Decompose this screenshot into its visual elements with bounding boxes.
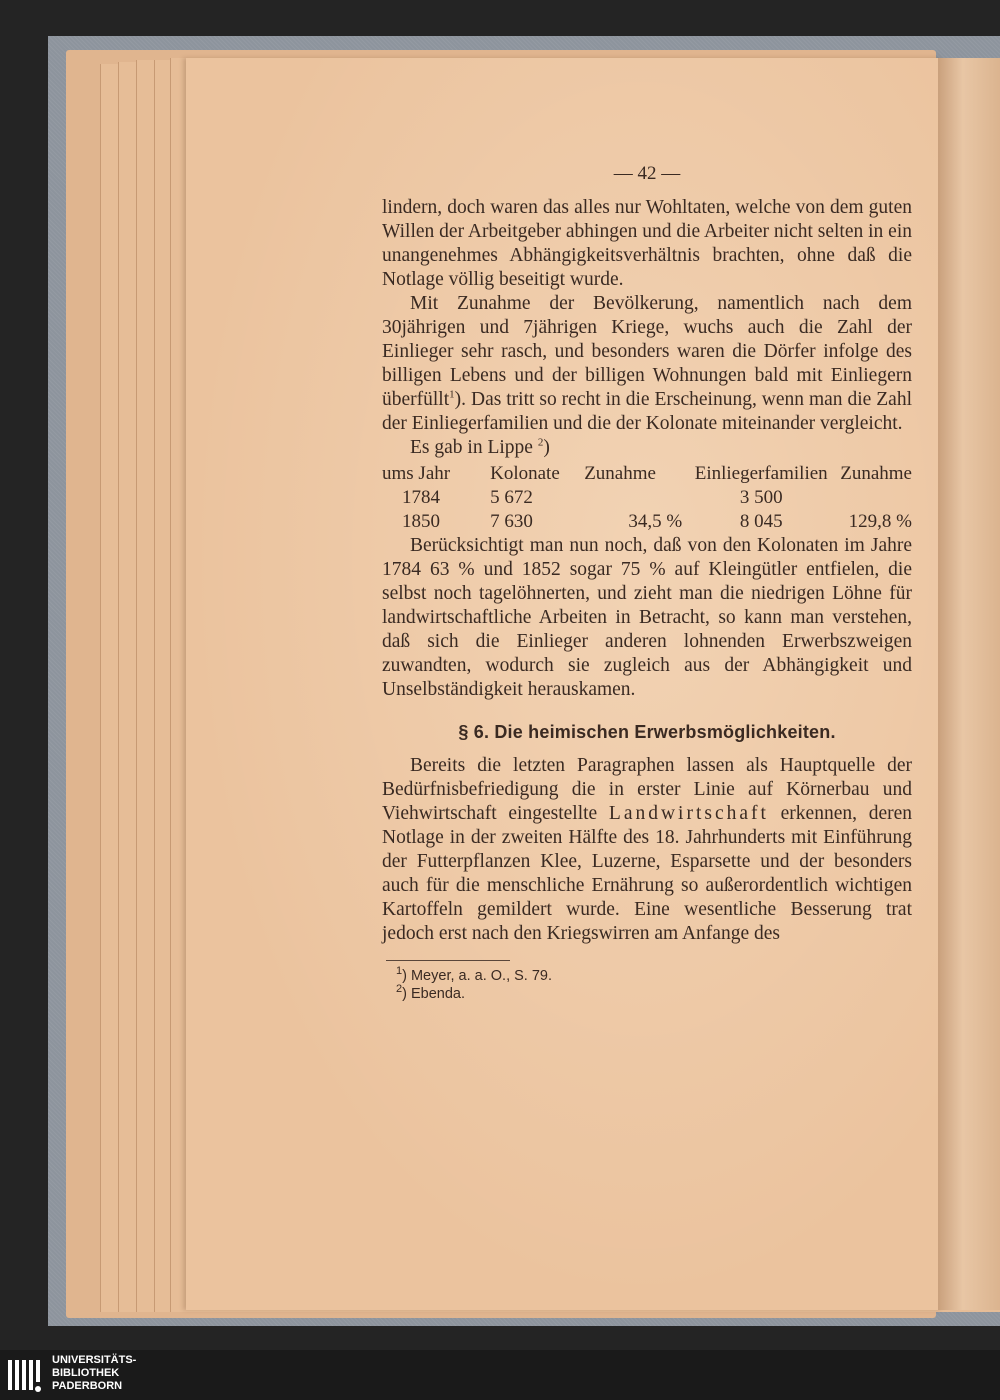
library-name: [52, 1354, 136, 1393]
table-cell: 3 500: [739, 487, 783, 508]
library-name-line: PADERBORN: [52, 1380, 123, 1392]
table-header: Kolonate: [490, 463, 560, 484]
library-footer: [0, 1350, 1000, 1400]
table-row: [382, 486, 912, 510]
table-cell: [584, 486, 682, 510]
footnote-ref: 2: [537, 436, 544, 449]
statistics-table: [382, 462, 912, 534]
table-cell: 129,8 %: [848, 511, 912, 532]
book-gutter: [938, 58, 1000, 1310]
footnote-divider: [386, 960, 510, 961]
library-name-line: BIBLIOTHEK: [52, 1367, 120, 1379]
footnote-mark: 2: [396, 983, 403, 996]
page-number: — 42 —: [613, 163, 681, 184]
table-header: ums Jahr: [382, 463, 451, 484]
table-cell: 34,5 %: [628, 511, 683, 532]
paragraph-text: Das tritt so recht in die Erscheinung, wenn man die Zahl der Einliegerfamilien und die der Kolonate miteinander vergleicht.: [382, 389, 912, 434]
paragraph-text: Mit Zunahme der Bevölkerung, namentlich nach dem 30jährigen und 7jährigen Kriege, wuchs auch die Zahl der Einlieger sehr rasch, und besonders waren die Dörfer infolge des billigen Lebens und der billigen Wohnungen bald mit Einliegern überfüllt: [382, 293, 912, 410]
table-header: Zunahme: [840, 463, 912, 484]
footnote-text: ) Ebenda.: [402, 986, 466, 1002]
paragraph-text: erkennen, deren Notlage in der zweiten Hälfte des 18. Jahrhunderts mit Einführung der Futterpflanzen Klee, Luzerne, Esparsette und der besonders auch für die menschliche Ernährung so außerordentlich wichtigen Kartoffeln gemildert wurde. Eine wesentliche Besserung trat jedoch erst nach den Kriegswirren am Anfange des: [382, 803, 912, 944]
paragraph: Mit Zunahme der Bevölkerung, namentlich nach dem 30jährigen und 7jährigen Kriege, wuchs auch die Zahl der Einlieger sehr rasch, und besonders waren die Dörfer infolge des billigen Lebens und der billigen Wohnungen bald mit Einliegern überfüllt$^1$). Das tritt so recht in die Erscheinung, wenn man die Zahl der Einliegerfamilien und die der Kolonate miteinander vergleicht.: [382, 293, 912, 434]
paragraph: Berücksichtigt man nun noch, daß von den Kolonaten im Jahre 1784 63 % und 1852 sogar 75 % auf Kleingütler entfielen, die selbst noch tagelöhnerten, und zieht man die niedrigen Löhne für landwirtschaftliche Arbeiten in Betracht, so kann man verstehen, daß sich die Einlieger anderen lohnenden Erwerbszweigen zuwandten, wodurch sie zugleich aus der Abhängigkeit und Unselbständigkeit herauskamen.: [382, 535, 912, 700]
footnote-mark: 1: [396, 965, 403, 978]
table-cell: 7 630: [490, 511, 533, 532]
table-cell: 1850: [402, 511, 440, 532]
table-cell: 8 045: [739, 511, 783, 532]
footnote-ref: 1: [449, 388, 455, 401]
footnote: [396, 967, 912, 985]
table-intro-text: Es gab in Lippe: [410, 437, 533, 458]
table-header-row: [382, 462, 912, 486]
paragraph: [382, 754, 912, 946]
table-cell: [840, 486, 912, 510]
page-text: [382, 162, 912, 1003]
footnote: [396, 985, 912, 1003]
table-cell: 5 672: [490, 487, 533, 508]
table-header: Zunahme: [584, 463, 656, 484]
library-name-line: UNIVERSITÄTS-: [52, 1354, 137, 1366]
table-row: [382, 510, 912, 534]
emphasized-term: Landwirtschaft: [608, 803, 769, 824]
table-cell: 1784: [402, 487, 440, 508]
paragraph: lindern, doch waren das alles nur Wohltaten, welche von dem guten Willen der Arbeitgeber abhingen und die Arbeiter nicht selten in ein unangenehmes Abhängigkeitsverhältnis brachten, ohne daß die Notlage völlig beseitigt wurde.: [382, 197, 912, 290]
footnote-text: ) Meyer, a. a. O., S. 79.: [402, 968, 553, 984]
section-heading: § 6. Die heimischen Erwerbsmöglichkeiten.: [458, 722, 836, 742]
library-logo-icon: [6, 1356, 46, 1396]
table-intro: Es gab in Lippe $^2$): [410, 436, 550, 458]
table-header: Einliegerfamilien: [694, 463, 828, 484]
paragraph-text: Bereits die letzten Paragraphen lassen als Hauptquelle der Bedürfnisbefriedigung die in erster Linie auf Körnerbau und Viehwirtschaft eingestellte: [382, 755, 912, 824]
